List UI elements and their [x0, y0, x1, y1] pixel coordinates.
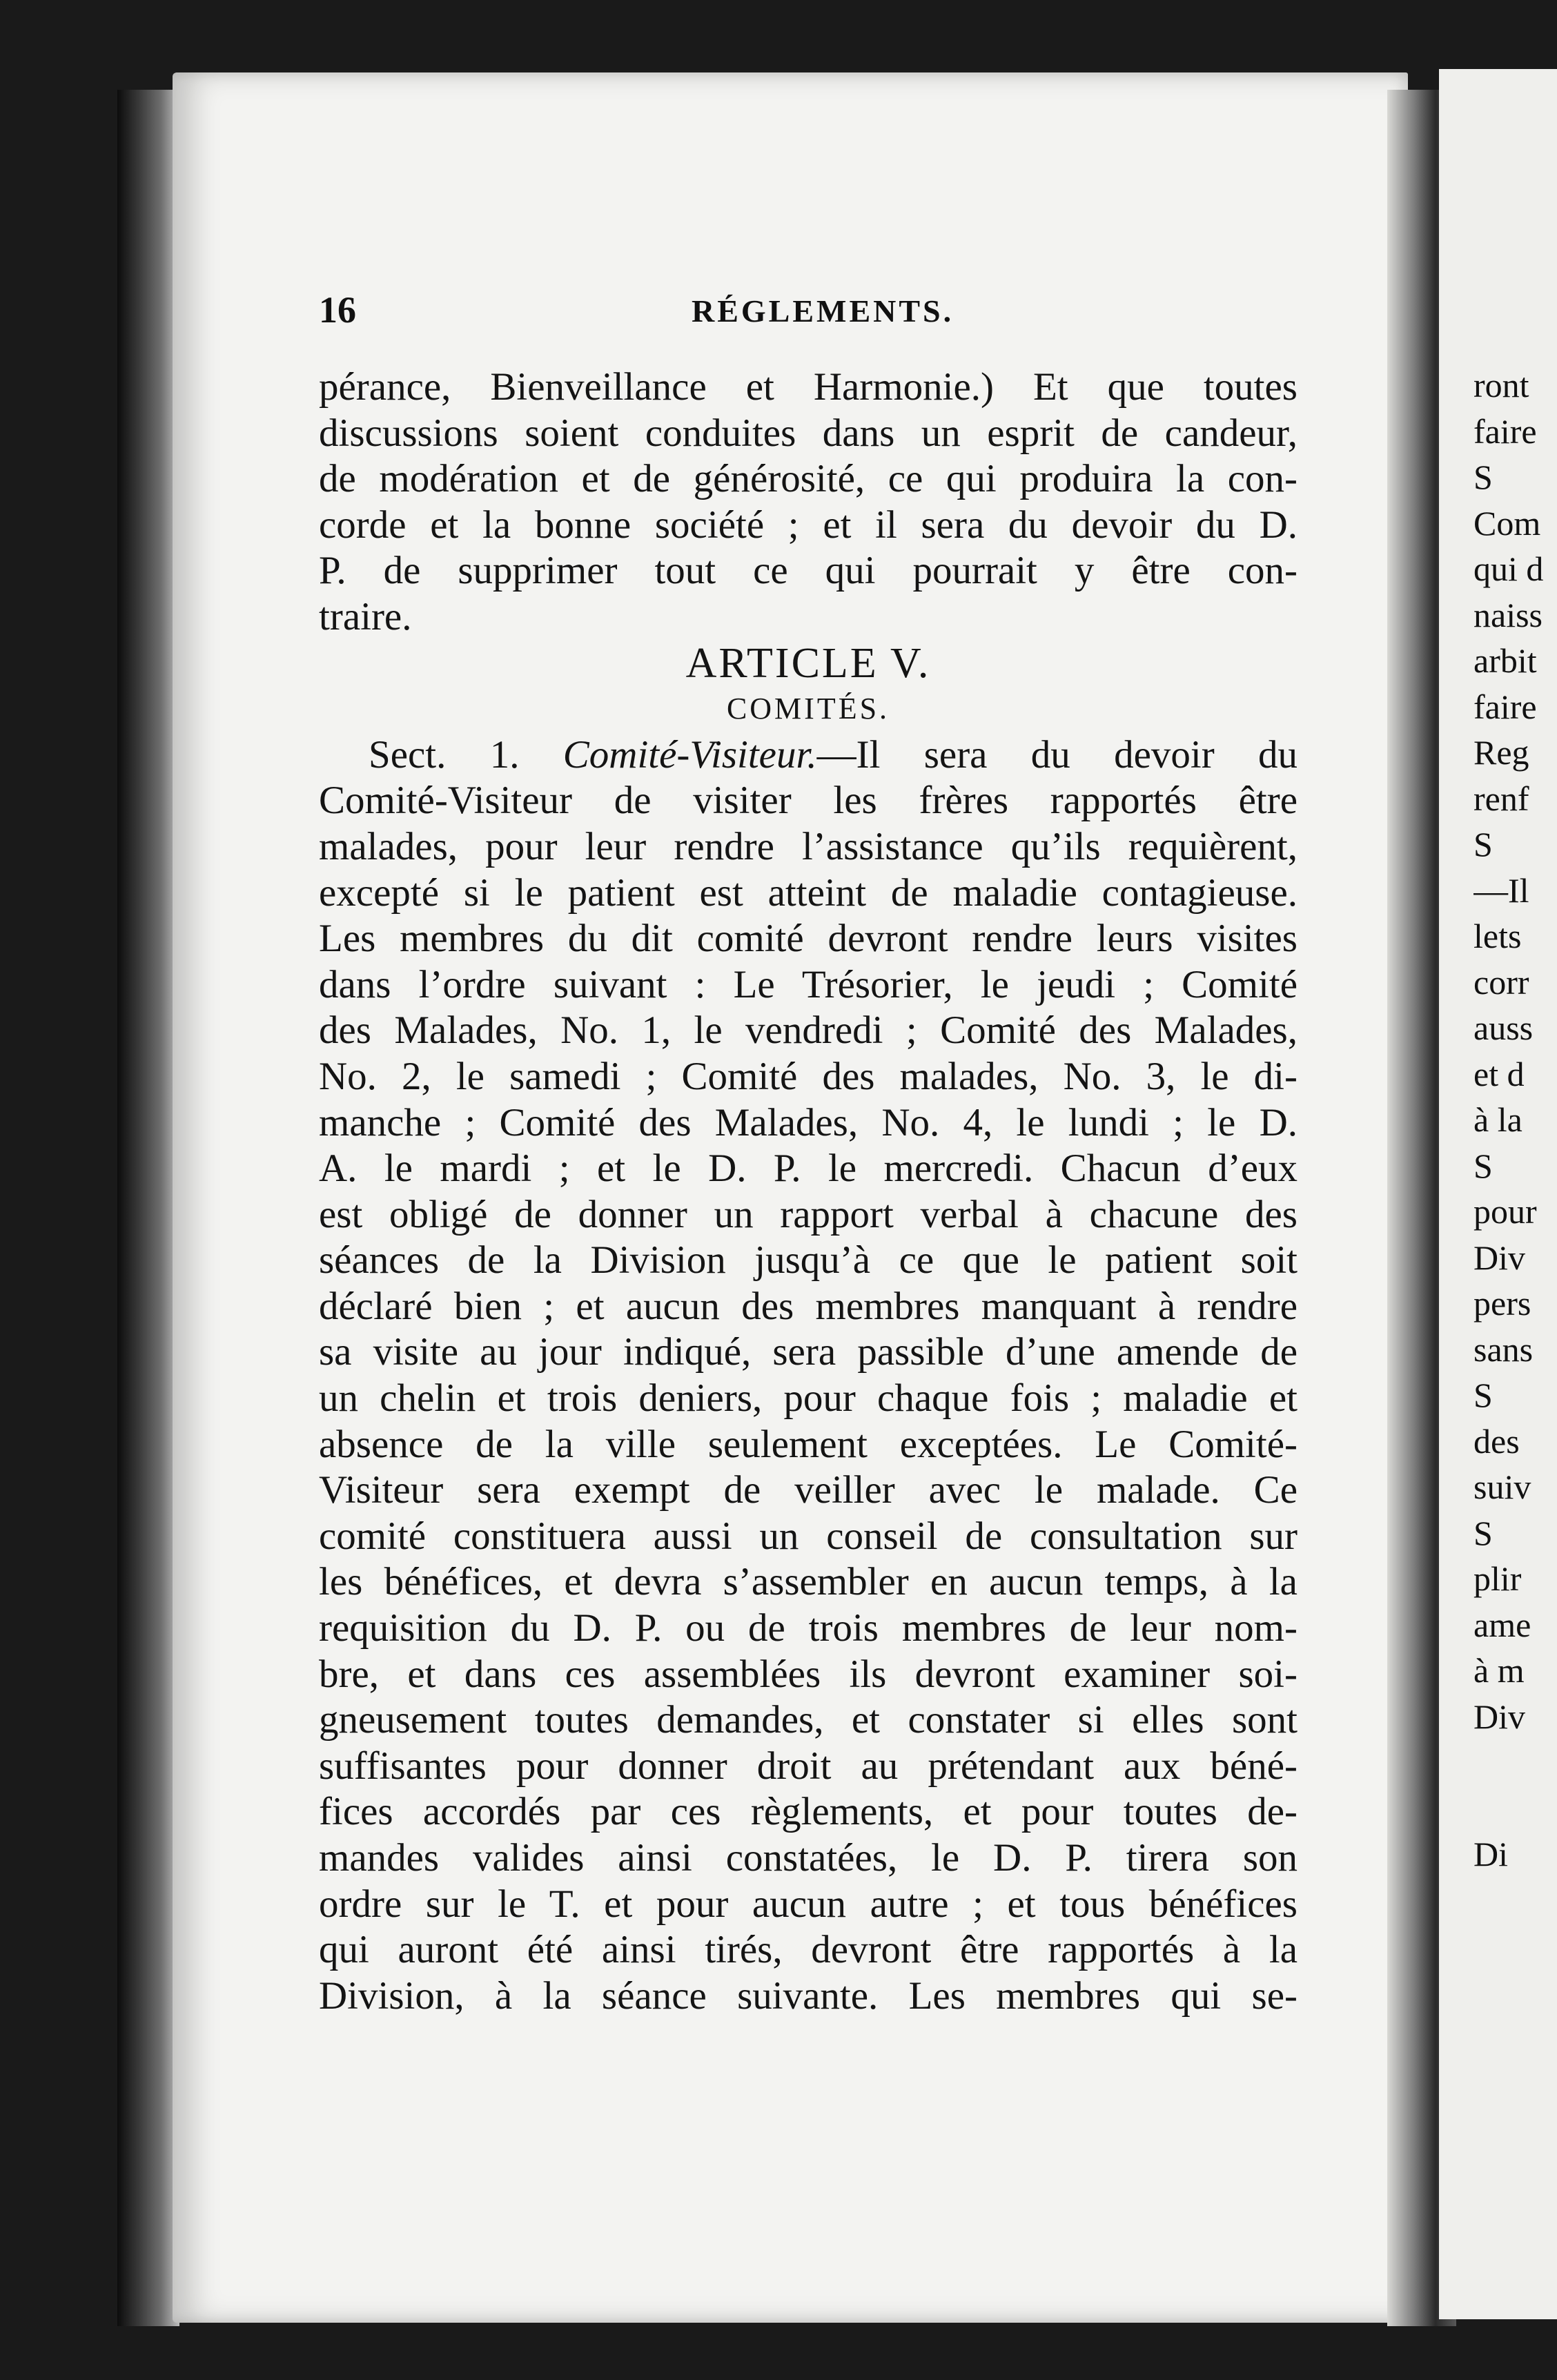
text-line: malades, pour leur rendre l’assistance qu’ils requièrent,	[319, 824, 1298, 868]
facing-page-line: naiss	[1473, 595, 1543, 634]
text-line: est obligé de donner un rapport verbal à chacune des	[319, 1192, 1298, 1236]
text-line: un chelin et trois deniers, pour chaque fois ; maladie et	[319, 1376, 1298, 1421]
facing-page-line: renf	[1473, 779, 1529, 818]
facing-page-line: ame	[1473, 1605, 1531, 1644]
text-line: de modération et de générosité, ce qui produira la con-	[319, 457, 1298, 501]
facing-page-text	[1473, 362, 1557, 1877]
text-line: Les membres du dit comité devront rendre leurs visites	[319, 917, 1298, 961]
body-text	[319, 364, 1298, 2019]
section-line	[319, 732, 1298, 779]
facing-page-line: Div	[1473, 1238, 1525, 1277]
facing-page-line: Com	[1473, 503, 1541, 543]
text-line: Visiteur sera exempt de veiller avec le malade. Ce	[319, 1468, 1298, 1512]
text-line: suffisantes pour donner droit au prétendant aux béné-	[319, 1744, 1298, 1788]
facing-page-line: Div	[1473, 1697, 1525, 1736]
facing-page-line: plir	[1473, 1559, 1522, 1598]
facing-page-line: qui d	[1473, 549, 1544, 588]
facing-page-line: Di	[1473, 1835, 1508, 1873]
section-text: —Il sera du devoir du	[816, 732, 1298, 777]
facing-page-line: pers	[1473, 1284, 1531, 1323]
text-line: pérance, Bienveillance et Harmonie.) Et que toutes	[319, 365, 1298, 409]
facing-page-line: lets	[1473, 917, 1522, 955]
text-line: comité constituera aussi un conseil de consultation sur	[319, 1514, 1298, 1558]
article-heading: ARTICLE V.	[685, 639, 931, 687]
facing-page-line: —Il	[1473, 870, 1529, 910]
running-title: RÉGLEMENTS.	[692, 293, 954, 329]
facing-page-line: pour	[1473, 1192, 1537, 1231]
text-line: P. de supprimer tout ce qui pourrait y être con-	[319, 549, 1298, 593]
text-line: traire.	[319, 594, 412, 638]
text-line: déclaré bien ; et aucun des membres manquant à rendre	[319, 1284, 1298, 1328]
facing-page-line: S	[1473, 1376, 1493, 1414]
text-line: discussions soient conduites dans un esprit de candeur,	[319, 411, 1298, 455]
text-line: No. 2, le samedi ; Comité des malades, No. 3, le di-	[319, 1054, 1298, 1098]
facing-page-line: suiv	[1473, 1467, 1531, 1506]
facing-page-line: S	[1473, 1146, 1493, 1185]
text-line: ordre sur le T. et pour aucun autre ; et tous bénéfices	[319, 1882, 1298, 1926]
section-title: Comité-Visiteur.	[562, 732, 817, 777]
article-subheading: COMITÉS.	[726, 692, 890, 726]
book-spine-edge	[117, 90, 179, 2326]
text-line: qui auront été ainsi tirés, devront être rapportés à la	[319, 1928, 1298, 1972]
facing-page-line: à m	[1473, 1651, 1525, 1690]
facing-page-line: S	[1473, 458, 1493, 496]
facing-page-line: arbit	[1473, 641, 1537, 680]
running-head	[319, 289, 1299, 337]
text-line: dans l’ordre suivant : Le Trésorier, le jeudi ; Comité	[319, 962, 1298, 1006]
facing-page-line: des	[1473, 1421, 1520, 1461]
facing-page-line: S	[1473, 825, 1493, 864]
facing-page-line: faire	[1473, 411, 1537, 451]
facing-page-line: corr	[1473, 962, 1529, 1002]
facing-page-line: à la	[1473, 1100, 1522, 1139]
text-line: excepté si le patient est atteint de maladie contagieuse.	[319, 870, 1298, 915]
text-line: requisition du D. P. ou de trois membres de leur nom-	[319, 1606, 1298, 1650]
section-number: Sect. 1.	[369, 732, 520, 777]
text-line: bre, et dans ces assemblées ils devront examiner soi-	[319, 1652, 1298, 1696]
text-line: sa visite au jour indiqué, sera passible d’une amende de	[319, 1330, 1298, 1374]
facing-page-line: sans	[1473, 1329, 1534, 1369]
facing-page-line: Reg	[1473, 733, 1529, 772]
facing-page-line: auss	[1473, 1008, 1534, 1047]
facing-page-line: ront	[1473, 366, 1529, 404]
text-line: séances de la Division jusqu’à ce que le patient soit	[319, 1238, 1298, 1282]
text-line: A. le mardi ; et le D. P. le mercredi. Chacun d’eux	[319, 1147, 1298, 1191]
text-line: Comité-Visiteur de visiter les frères rapportés être	[319, 779, 1298, 823]
text-line: corde et la bonne société ; et il sera du devoir du D.	[319, 503, 1298, 547]
text-line: Division, à la séance suivante. Les membres qui se-	[319, 1973, 1298, 2018]
facing-page-line: et d	[1473, 1054, 1525, 1093]
facing-page-line	[1473, 1739, 1557, 1786]
text-line: mandes valides ainsi constatées, le D. P. tirera son	[319, 1836, 1298, 1880]
text-line: manche ; Comité des Malades, No. 4, le lundi ; le D.	[319, 1100, 1298, 1144]
text-line: des Malades, No. 1, le vendredi ; Comité des Malades,	[319, 1008, 1298, 1053]
text-line: les bénéfices, et devra s’assembler en aucun temps, à la	[319, 1560, 1298, 1604]
page-number: 16	[319, 289, 356, 331]
facing-page-line: faire	[1473, 687, 1537, 726]
text-line: gneusement toutes demandes, et constater si elles sont	[319, 1698, 1298, 1742]
text-line: absence de la ville seulement exceptées. Le Comité-	[319, 1422, 1298, 1466]
text-line: fices accordés par ces règlements, et pour toutes de-	[319, 1790, 1298, 1834]
facing-page-line	[1473, 1786, 1557, 1832]
facing-page-line: S	[1473, 1513, 1493, 1552]
